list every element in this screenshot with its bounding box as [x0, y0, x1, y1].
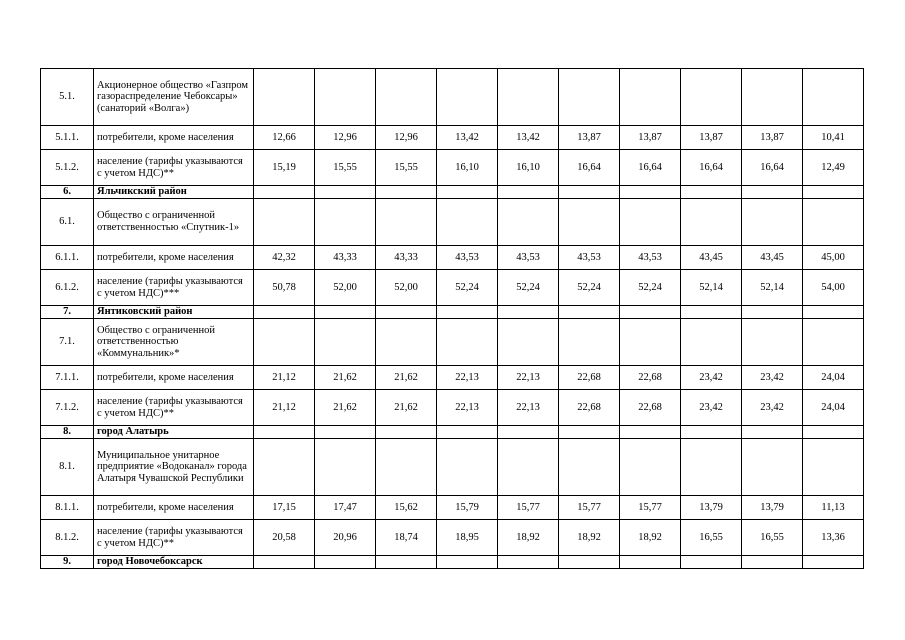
tariff-value: 13,42: [498, 126, 559, 150]
row-number: 8.: [41, 426, 94, 439]
tariff-value: 22,68: [559, 390, 620, 426]
tariff-value: [254, 426, 315, 439]
tariff-value: 13,87: [620, 126, 681, 150]
tariff-value: 18,92: [498, 520, 559, 556]
tariff-value: 23,42: [681, 390, 742, 426]
tariff-value: 12,49: [803, 150, 864, 186]
tariff-value: [620, 426, 681, 439]
tariff-value: 50,78: [254, 270, 315, 306]
tariff-value: [437, 69, 498, 126]
tariff-value: 43,45: [742, 246, 803, 270]
tariff-value: [803, 319, 864, 366]
tariff-value: 16,55: [742, 520, 803, 556]
tariff-value: [254, 319, 315, 366]
tariff-value: 22,68: [559, 366, 620, 390]
tariff-value: 15,77: [498, 496, 559, 520]
tariff-value: [498, 426, 559, 439]
row-name: население (тарифы указываются с учетом НДС)**: [94, 150, 254, 186]
tariff-value: 13,36: [803, 520, 864, 556]
tariff-value: 15,77: [620, 496, 681, 520]
tariff-value: 52,24: [437, 270, 498, 306]
tariff-value: 12,96: [315, 126, 376, 150]
tariff-value: [437, 426, 498, 439]
tariff-value: [315, 69, 376, 126]
tariff-value: 20,96: [315, 520, 376, 556]
tariff-value: 13,87: [559, 126, 620, 150]
row-number: 8.1.1.: [41, 496, 94, 520]
tariff-value: [742, 426, 803, 439]
tariff-value: 16,64: [681, 150, 742, 186]
tariff-value: 52,14: [742, 270, 803, 306]
tariff-value: 16,10: [437, 150, 498, 186]
tariff-value: 15,77: [559, 496, 620, 520]
tariff-value: [803, 556, 864, 569]
tariff-value: 22,13: [498, 390, 559, 426]
row-name: потребители, кроме населения: [94, 126, 254, 150]
tariff-value: [254, 199, 315, 246]
row-name: Муниципальное унитарное предприятие «Водоканал» города Алатыря Чувашской Республики: [94, 439, 254, 496]
row-name: город Новочебоксарск: [94, 556, 254, 569]
row-name: Общество с ограниченной ответственностью «Спутник-1»: [94, 199, 254, 246]
tariff-value: [498, 319, 559, 366]
tariff-value: [681, 556, 742, 569]
tariff-value: [742, 319, 803, 366]
tariff-value: [559, 186, 620, 199]
tariff-value: [315, 439, 376, 496]
table-row: [41, 150, 864, 186]
tariff-value: 16,64: [559, 150, 620, 186]
tariff-value: [620, 69, 681, 126]
row-name: потребители, кроме населения: [94, 496, 254, 520]
tariff-value: 24,04: [803, 366, 864, 390]
tariff-value: [498, 306, 559, 319]
tariff-value: 17,15: [254, 496, 315, 520]
table-row: [41, 496, 864, 520]
tariff-value: [620, 439, 681, 496]
tariff-value: [437, 186, 498, 199]
tariff-value: [498, 186, 559, 199]
tariff-value: [376, 69, 437, 126]
tariff-value: [315, 556, 376, 569]
tariff-value: 21,62: [376, 366, 437, 390]
tariff-value: [376, 186, 437, 199]
tariff-value: 21,62: [315, 366, 376, 390]
tariff-value: 18,92: [620, 520, 681, 556]
tariff-value: 45,00: [803, 246, 864, 270]
tariff-value: [315, 306, 376, 319]
tariff-value: [742, 69, 803, 126]
tariff-value: [559, 199, 620, 246]
row-number: 6.: [41, 186, 94, 199]
section-row: [41, 306, 864, 319]
tariff-value: 13,87: [742, 126, 803, 150]
row-name: Янтиковский район: [94, 306, 254, 319]
tariff-value: 23,42: [742, 366, 803, 390]
tariff-value: [620, 556, 681, 569]
tariff-value: [559, 306, 620, 319]
tariff-value: 11,13: [803, 496, 864, 520]
tariff-value: [681, 426, 742, 439]
tariff-value: 22,13: [498, 366, 559, 390]
tariff-value: 21,12: [254, 366, 315, 390]
tariff-value: [498, 556, 559, 569]
row-number: 6.1.2.: [41, 270, 94, 306]
tariff-value: 13,79: [681, 496, 742, 520]
table-row: [41, 199, 864, 246]
tariff-value: [681, 69, 742, 126]
tariff-value: [315, 186, 376, 199]
tariff-value: 12,66: [254, 126, 315, 150]
tariff-value: [376, 199, 437, 246]
tariff-value: 21,62: [376, 390, 437, 426]
tariff-value: 43,45: [681, 246, 742, 270]
tariff-value: 10,41: [803, 126, 864, 150]
tariff-value: 43,53: [620, 246, 681, 270]
row-number: 8.1.2.: [41, 520, 94, 556]
tariff-value: 43,53: [498, 246, 559, 270]
tariff-table: [40, 68, 864, 569]
tariff-value: 54,00: [803, 270, 864, 306]
tariff-value: 52,00: [376, 270, 437, 306]
tariff-value: [742, 439, 803, 496]
row-number: 6.1.1.: [41, 246, 94, 270]
tariff-value: [742, 186, 803, 199]
row-number: 8.1.: [41, 439, 94, 496]
tariff-value: [742, 556, 803, 569]
tariff-value: 43,33: [315, 246, 376, 270]
row-number: 7.1.: [41, 319, 94, 366]
tariff-value: 43,53: [559, 246, 620, 270]
tariff-value: [254, 306, 315, 319]
tariff-value: [559, 426, 620, 439]
table-row: [41, 270, 864, 306]
tariff-value: 16,64: [742, 150, 803, 186]
tariff-value: 52,14: [681, 270, 742, 306]
row-name: потребители, кроме населения: [94, 246, 254, 270]
tariff-value: [559, 439, 620, 496]
tariff-value: [803, 426, 864, 439]
section-row: [41, 426, 864, 439]
table-row: [41, 520, 864, 556]
tariff-value: 16,10: [498, 150, 559, 186]
tariff-value: [254, 186, 315, 199]
tariff-value: [437, 306, 498, 319]
tariff-value: [803, 69, 864, 126]
tariff-value: [681, 439, 742, 496]
tariff-value: [437, 556, 498, 569]
tariff-value: [315, 199, 376, 246]
tariff-value: [620, 319, 681, 366]
tariff-value: 16,55: [681, 520, 742, 556]
table-row: [41, 439, 864, 496]
tariff-value: [315, 319, 376, 366]
tariff-value: 23,42: [681, 366, 742, 390]
tariff-value: [620, 186, 681, 199]
tariff-value: 23,42: [742, 390, 803, 426]
tariff-value: 42,32: [254, 246, 315, 270]
tariff-value: [742, 199, 803, 246]
tariff-value: 22,13: [437, 390, 498, 426]
tariff-value: 12,96: [376, 126, 437, 150]
tariff-value: 15,55: [376, 150, 437, 186]
row-number: 5.1.1.: [41, 126, 94, 150]
tariff-value: 18,74: [376, 520, 437, 556]
tariff-value: [315, 426, 376, 439]
tariff-value: [559, 556, 620, 569]
tariff-value: 43,33: [376, 246, 437, 270]
tariff-value: 52,24: [620, 270, 681, 306]
tariff-value: [254, 556, 315, 569]
row-name: Яльчикский район: [94, 186, 254, 199]
tariff-value: [498, 69, 559, 126]
section-row: [41, 186, 864, 199]
row-number: 7.: [41, 306, 94, 319]
tariff-value: 15,55: [315, 150, 376, 186]
tariff-value: 15,19: [254, 150, 315, 186]
tariff-value: [498, 439, 559, 496]
row-name: население (тарифы указываются с учетом НДС)**: [94, 520, 254, 556]
table-row: [41, 126, 864, 150]
table-row: [41, 246, 864, 270]
row-name: потребители, кроме населения: [94, 366, 254, 390]
tariff-value: [681, 319, 742, 366]
tariff-value: [559, 69, 620, 126]
table-row: [41, 319, 864, 366]
row-number: 7.1.1.: [41, 366, 94, 390]
row-number: 5.1.: [41, 69, 94, 126]
tariff-value: [376, 426, 437, 439]
tariff-value: 22,13: [437, 366, 498, 390]
tariff-value: 24,04: [803, 390, 864, 426]
row-name: город Алатырь: [94, 426, 254, 439]
tariff-value: [437, 319, 498, 366]
tariff-value: [681, 186, 742, 199]
tariff-value: [254, 69, 315, 126]
tariff-value: 52,24: [498, 270, 559, 306]
row-name: Акционерное общество «Газпром газораспределение Чебоксары» (санаторий «Волга»): [94, 69, 254, 126]
tariff-value: 17,47: [315, 496, 376, 520]
tariff-value: [376, 319, 437, 366]
tariff-value: 43,53: [437, 246, 498, 270]
section-row: [41, 556, 864, 569]
row-number: 6.1.: [41, 199, 94, 246]
tariff-value: 15,79: [437, 496, 498, 520]
row-name: население (тарифы указываются с учетом НДС)**: [94, 390, 254, 426]
tariff-value: [803, 439, 864, 496]
tariff-value: [376, 439, 437, 496]
tariff-value: 21,62: [315, 390, 376, 426]
table-row: [41, 366, 864, 390]
tariff-value: [376, 306, 437, 319]
tariff-value: 13,42: [437, 126, 498, 150]
tariff-value: 21,12: [254, 390, 315, 426]
tariff-value: 18,95: [437, 520, 498, 556]
tariff-value: [681, 306, 742, 319]
row-number: 9.: [41, 556, 94, 569]
tariff-value: [559, 319, 620, 366]
tariff-value: [803, 199, 864, 246]
tariff-value: 16,64: [620, 150, 681, 186]
tariff-value: 18,92: [559, 520, 620, 556]
tariff-value: 13,87: [681, 126, 742, 150]
tariff-value: 52,24: [559, 270, 620, 306]
tariff-value: [620, 199, 681, 246]
tariff-value: 22,68: [620, 366, 681, 390]
tariff-value: 22,68: [620, 390, 681, 426]
tariff-value: [498, 199, 559, 246]
tariff-value: 20,58: [254, 520, 315, 556]
tariff-value: [681, 199, 742, 246]
tariff-value: [437, 199, 498, 246]
row-name: население (тарифы указываются с учетом НДС)***: [94, 270, 254, 306]
tariff-value: [437, 439, 498, 496]
tariff-value: [620, 306, 681, 319]
row-number: 7.1.2.: [41, 390, 94, 426]
table-row: [41, 390, 864, 426]
tariff-value: 13,79: [742, 496, 803, 520]
tariff-table-body: [41, 69, 864, 569]
tariff-value: 15,62: [376, 496, 437, 520]
tariff-value: 52,00: [315, 270, 376, 306]
tariff-value: [742, 306, 803, 319]
row-name: Общество с ограниченной ответственностью «Коммунальник»*: [94, 319, 254, 366]
tariff-value: [376, 556, 437, 569]
tariff-value: [803, 306, 864, 319]
table-row: [41, 69, 864, 126]
tariff-value: [254, 439, 315, 496]
tariff-value: [803, 186, 864, 199]
row-number: 5.1.2.: [41, 150, 94, 186]
